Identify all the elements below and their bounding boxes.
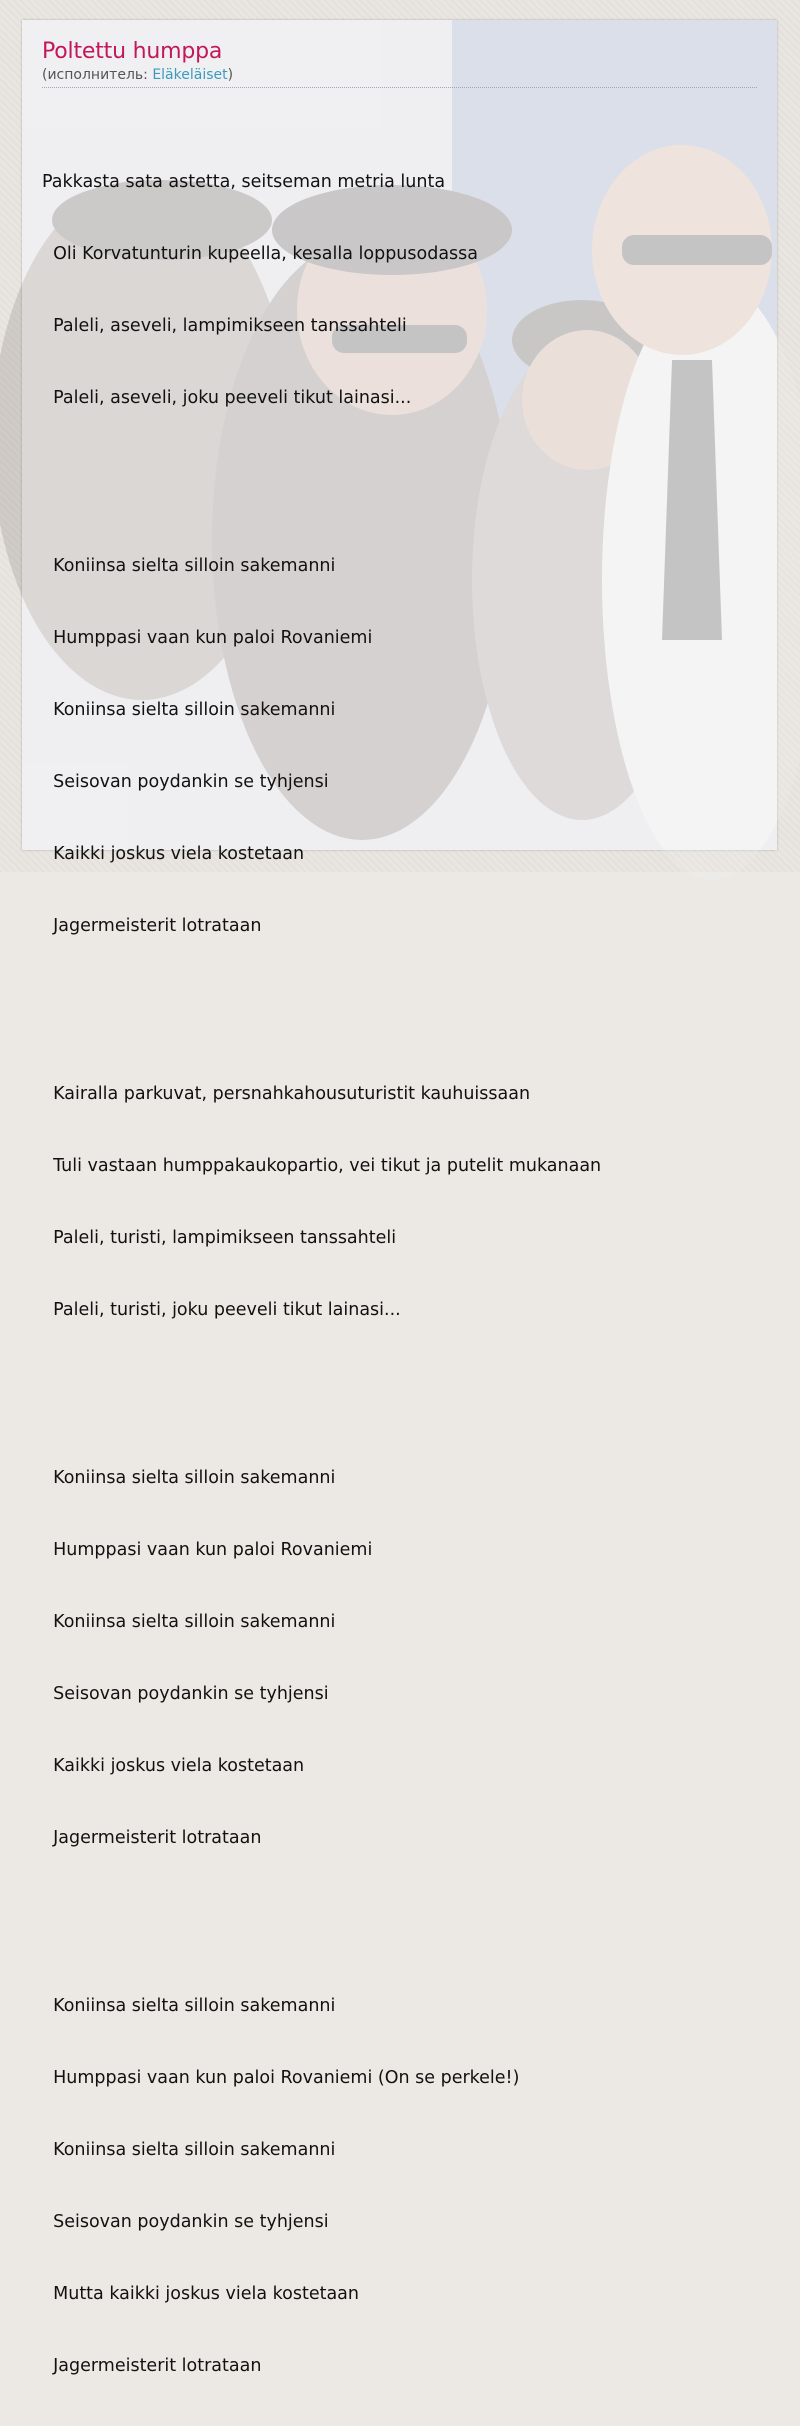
artist-suffix: ) [227,67,234,83]
song-title: Poltettu humppa [42,39,223,64]
lyric-line: Seisovan poydankin se tyhjensi [42,1684,329,1704]
lyric-line: Koniinsa sielta silloin sakemanni [42,1996,336,2016]
lyric-line: Koniinsa sielta silloin sakemanni [42,2140,336,2160]
lyric-line: Kaikki joskus viela kostetaan [42,1756,305,1776]
lyric-line: Paleli, aseveli, lampimikseen tanssahteli [42,316,407,336]
stanza-gap [42,458,757,482]
lyric-line: Seisovan poydankin se tyhjensi [42,772,329,792]
lyrics-content [42,38,757,2426]
lyric-line: Paleli, turisti, joku peeveli tikut lainasi... [42,1300,401,1320]
stanza-gap [42,986,757,1010]
lyric-line: Tuli vastaan humppakaukopartio, vei tikut ja putelit mukanaan [42,1156,602,1176]
lyric-line: Mutta kaikki joskus viela kostetaan [42,2284,359,2304]
stanza-gap [42,1898,757,1922]
lyric-line: Oli Korvatunturin kupeella, kesalla loppusodassa [42,244,479,264]
lyric-line: Koniinsa sielta silloin sakemanni [42,1468,336,1488]
stanza-gap [42,1370,757,1394]
lyric-line: Humppasi vaan kun paloi Rovaniemi [42,628,373,648]
artist-line [42,66,757,88]
lyric-line: Koniinsa sielta silloin sakemanni [42,556,336,576]
lyrics-body [42,98,757,2426]
lyric-line: Pakkasta sata astetta, seitseman metria lunta [42,172,446,192]
lyric-line: Koniinsa sielta silloin sakemanni [42,700,336,720]
artist-prefix: (исполнитель: [42,67,153,83]
lyrics-card [22,20,777,2376]
lyric-line: Paleli, turisti, lampimikseen tanssahteli [42,1228,397,1248]
artist-link[interactable]: Eläkeläiset [152,67,228,83]
lyric-line: Kairalla parkuvat, persnahkahousuturistit kauhuissaan [42,1084,531,1104]
lyric-line: Jagermeisterit lotrataan [42,1828,262,1848]
lyric-line: Humppasi vaan kun paloi Rovaniemi (On se perkele!) [42,2068,520,2088]
lyric-line: Paleli, aseveli, joku peeveli tikut lainasi... [42,388,412,408]
lyric-line: Humppasi vaan kun paloi Rovaniemi [42,1540,373,1560]
lyric-line: Jagermeisterit lotrataan [42,2356,262,2376]
lyric-line: Jagermeisterit lotrataan [42,916,262,936]
lyric-line: Kaikki joskus viela kostetaan [42,844,305,864]
lyric-line: Koniinsa sielta silloin sakemanni [42,1612,336,1632]
lyric-line: Seisovan poydankin se tyhjensi [42,2212,329,2232]
